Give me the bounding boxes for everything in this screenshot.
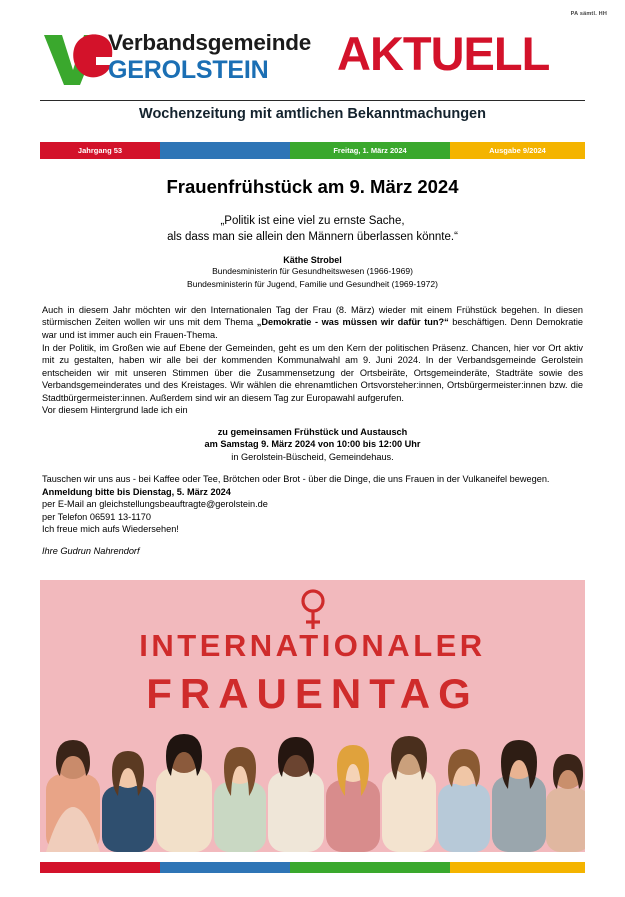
article-paragraph-3: Vor diesem Hintergrund lade ich ein [42,405,188,416]
article [42,176,583,556]
quote-attribution-role-2: Bundesministerin für Jugend, Familie und Gesundheit (1969-1972) [187,278,438,289]
venus-symbol-icon [298,588,328,632]
bottom-bar-yellow [450,862,585,873]
bottom-bar-blue [160,862,290,873]
infobar-blue-spacer [160,142,290,159]
issue-date: Freitag, 1. März 2024 [290,142,450,159]
issue-number: Ausgabe 9/2024 [450,142,585,159]
quote-attribution-name: Käthe Strobel [283,255,342,266]
article-tail [42,473,583,536]
poster-image [40,580,585,852]
para1-theme: „Demokratie - was müssen wir dafür tun?“ [256,317,449,328]
issue-info-bar [40,142,585,159]
article-headline: Frauenfrühstück am 9. März 2024 [166,176,459,197]
quote-attribution-role-1: Bundesministerin für Gesundheitswesen (1966-1969) [212,266,413,277]
contact-phone: per Telefon 06591 13-1170 [42,511,151,522]
article-quote [42,214,583,245]
quote-line-1: „Politik ist eine viel zu ernste Sache, [220,215,405,227]
masthead-subtitle: Wochenzeitung mit amtlichen Bekanntmachungen [139,106,486,122]
bottom-bar-green [290,862,450,873]
bottom-color-bar [40,862,585,873]
registration-deadline: Anmeldung bitte bis Dienstag, 5. März 2024 [42,486,231,497]
vg-name-line2: GEROLSTEIN [108,55,269,84]
invitation-line-2: am Samstag 9. März 2024 von 10:00 bis 12:00 Uhr [204,439,421,450]
publication-name [108,32,311,83]
signature: Ihre Gudrun Nahrendorf [42,545,140,556]
poster-title-line-1: INTERNATIONALER [139,628,486,663]
article-body [42,304,583,417]
crowd-illustration [40,702,585,852]
article-paragraph-4: Tauschen wir uns aus - bei Kaffee oder Tee, Brötchen oder Brot - über die Dinge, die uns Frauen in der Vulkaneifel bewegen. [42,474,550,485]
article-paragraph-1 [42,304,583,342]
contact-email[interactable]: per E-Mail an gleichstellungsbeauftragte@gerolstein.de [42,499,268,510]
bottom-bar-red [40,862,160,873]
closing-line: Ich freue mich aufs Wiedersehen! [42,524,179,535]
aktuell-wordmark: AKTUELL [337,27,550,80]
article-paragraph-2: In der Politik, im Großen wie auf Ebene der Gemeinden, geht es um den Kern der politischen Präsenz. Chancen, hier vor Ort aktiv mit zu gestalten, haben wir alle bei der kommenden Kommunalwahl am 9. Juni 2024. In der Verbandsgemeinde Gerolstein entscheiden wir mit unseren Stimmen über die Zusammensetzung der Ortsbeiräte, Ortsgemeinderäte, Stadträte sowie des Verbandsgemeinderates und des Kreistages. Wir wählen die ehrenamtlichen Ortsvorsteher:innen, Ortsbürgermeister:innen bzw. die Stadtbürgermeister:innen. Außerdem sind wir an diesem Tag zur Europawahl aufgerufen. [42,342,583,403]
postal-mark: PA sämtl. HH [570,11,607,17]
poster-title-line-2: FRAUENTAG [146,670,479,717]
masthead [0,22,625,134]
invitation-block [42,426,583,465]
vg-logo-icon [42,32,114,88]
para1-part-c: beschäftigen. Denn Demokratie war und ist immer auch ein Frauen-Thema. [42,317,584,340]
vg-name-line1: Verbandsgemeinde [108,30,312,55]
para1-part-a: Auch in diesem Jahr möchten wir den Internationalen Tag der Frau (8. März) wieder mit einem Frühstück begehen. In diesen stürmischen Zeiten wollen wir uns mit dem Thema [42,304,583,328]
invitation-location: in Gerolstein-Büscheid, Gemeindehaus. [231,452,394,463]
issue-volume: Jahrgang 53 [40,142,160,159]
quote-line-2: als dass man sie allein den Männern überlassen könnte.“ [167,230,458,243]
masthead-divider [40,100,585,101]
invitation-line-1: zu gemeinsamen Frühstück und Austausch [217,426,408,437]
